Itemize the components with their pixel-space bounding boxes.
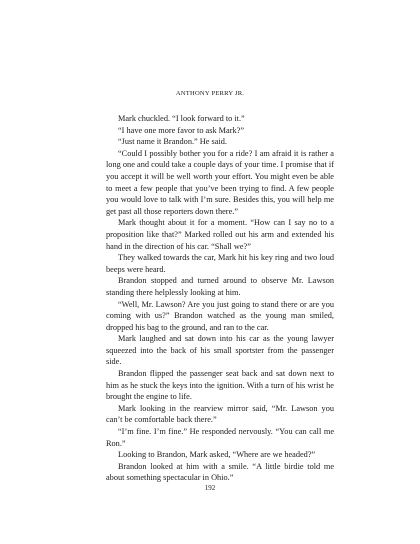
body-text: [106, 113, 334, 484]
paragraph: “Just name it Brandon.” He said.: [118, 137, 227, 147]
paragraph: “I’m fine. I’m fine.” He responded nervously. “You can call me Ron.”: [106, 427, 334, 448]
paragraph: Mark chuckled. “I look forward to it.”: [118, 114, 245, 123]
paragraph: “I have one more favor to ask Mark?”: [118, 125, 245, 135]
paragraph: Mark thought about it for a moment. “How can I say no to a proposition like that?” Marked rolled out his arm and extended his hand in the direction of his car. “Shall we?”: [106, 218, 334, 251]
page-number: 192: [204, 484, 216, 492]
paragraph: They walked towards the car, Mark hit his key ring and two loud beeps were heard.: [106, 253, 334, 274]
paragraph: “Could I possibly bother you for a ride? I am afraid it is rather a long one and could take a couple days of your time. I promise that if you accept it will be well worth your effort. You might even be able to meet a few people that you’ve been trying to find. A few people you would love to talk with I’m sure. Besides this, you will help me get past all those reporters down there.”: [106, 148, 334, 216]
paragraph: Looking to Brandon, Mark asked, “Where are we headed?”: [118, 450, 316, 460]
paragraph: “Well, Mr. Lawson? Are you just going to stand there or are you coming with us?” Brandon watched as the young man smiled, dropped his bag to the ground, and ran to the car.: [106, 299, 334, 332]
paragraph: Brandon flipped the passenger seat back and sat down next to him as he stuck the keys into the ignition. With a turn of his wrist he brought the engine to life.: [106, 369, 334, 402]
paragraph: Mark laughed and sat down into his car as the young lawyer squeezed into the back of his small sportster from the passenger side.: [106, 334, 334, 367]
running-head: ANTHONY PERRY JR.: [175, 90, 245, 97]
paragraph: Brandon looked at him with a smile. “A little birdie told me about something spectacular in Ohio.”: [106, 461, 334, 483]
paragraph: Mark looking in the rearview mirror said, “Mr. Lawson you can’t be comfortable back there.”: [106, 403, 334, 425]
paragraph: Brandon stopped and turned around to observe Mr. Lawson standing there helplessly looking at him.: [106, 276, 334, 297]
